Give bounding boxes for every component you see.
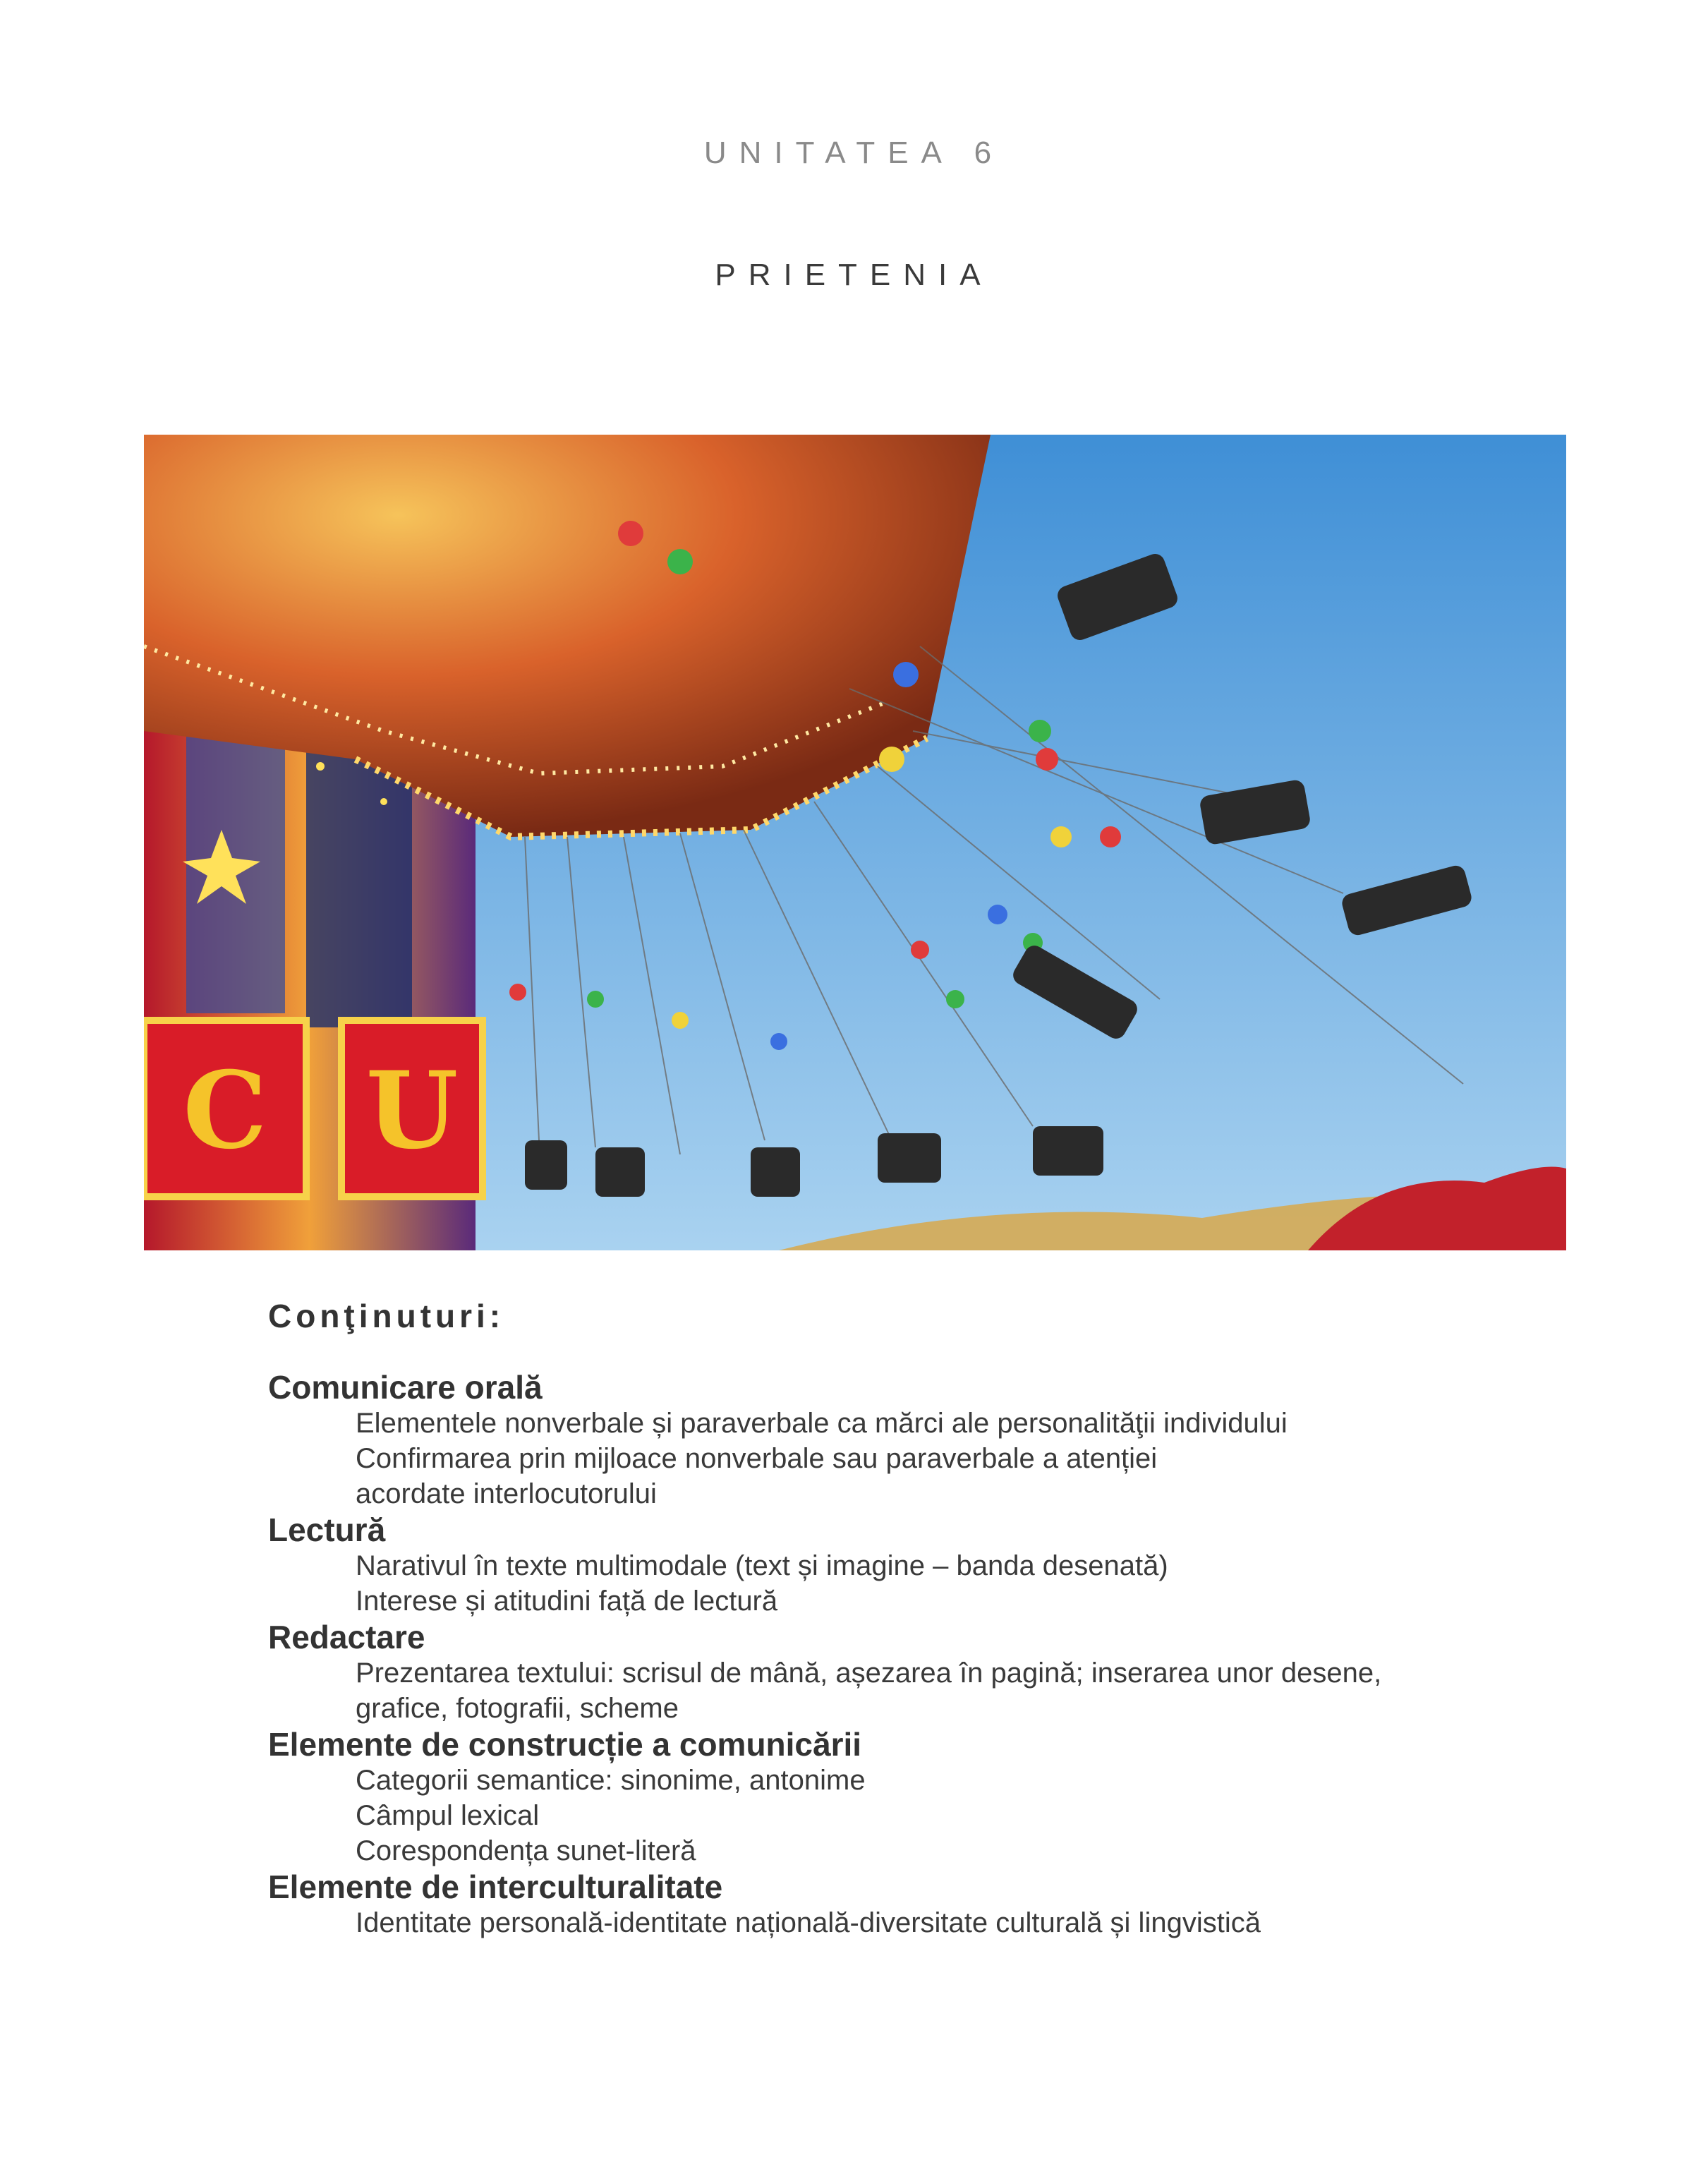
list-item: acordate interlocutorului (356, 1478, 657, 1509)
contents-heading: Conţinuturi: (268, 1298, 505, 1334)
list-item: Prezentarea textului: scrisul de mână, așezarea în pagină; inserarea unor desene, (356, 1658, 1382, 1689)
list-item: Elementele nonverbale și paraverbale ca mărci ale personalităţii individului (356, 1408, 1288, 1439)
list-item: Interese și atitudini față de lectură (356, 1586, 778, 1617)
contents-list (268, 1369, 1538, 1940)
list-item: Categorii semantice: sinonime, antonime (356, 1765, 866, 1796)
hero-photo (144, 435, 1566, 1250)
list-item: Corespondența sunet-literă (356, 1835, 696, 1866)
section-title-elemente-constructie: Elemente de construcție a comunicării (268, 1726, 862, 1763)
list-item: Identitate personală-identitate națională-diversitate culturală și lingvistică (356, 1907, 1261, 1938)
sign-letter-u: U (365, 1049, 459, 1173)
sign-letter-c: C (183, 1049, 267, 1173)
section-title-redactare: Redactare (268, 1619, 425, 1655)
unit-label: UNITATEA 6 (703, 135, 1005, 170)
list-item: Câmpul lexical (356, 1800, 540, 1831)
unit-title: PRIETENIA (715, 258, 993, 292)
section-title-interculturalitate: Elemente de interculturalitate (268, 1869, 723, 1905)
section-title-comunicare: Comunicare orală (268, 1369, 543, 1406)
list-item: Narativul în texte multimodale (text și imagine – banda desenată) (356, 1550, 1168, 1581)
list-item: grafice, fotografii, scheme (356, 1693, 679, 1724)
section-title-lectura: Lectură (268, 1511, 386, 1548)
list-item: Confirmarea prin mijloace nonverbale sau paraverbale a atenției (356, 1443, 1158, 1474)
